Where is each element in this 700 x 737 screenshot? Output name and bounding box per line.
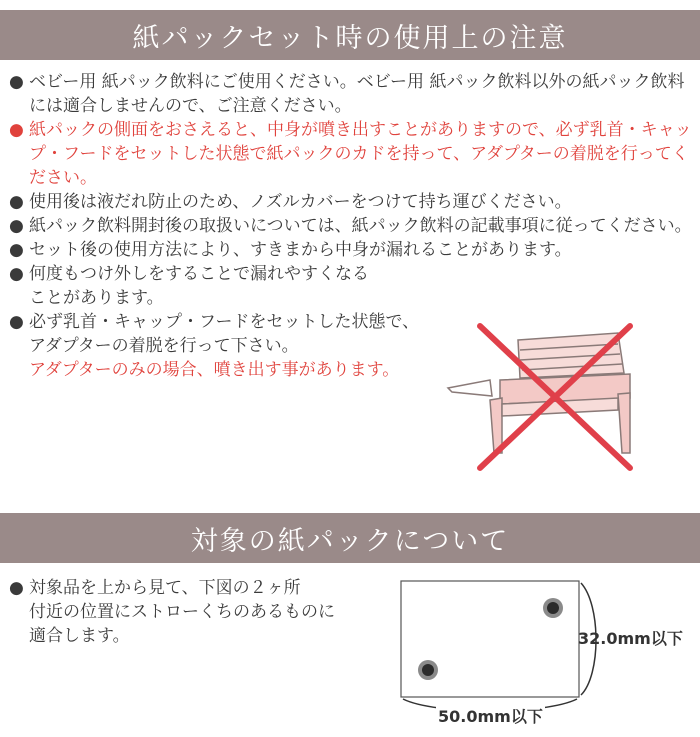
- bullet-icon: ●: [9, 312, 24, 332]
- note-text: 紙パック飲料開封後の取扱いについては、紙パック飲料の記載事項に従ってください。: [29, 216, 692, 236]
- target-description: [9, 576, 389, 648]
- note-text: 付近の位置にストローくちのあるものに: [29, 602, 335, 622]
- list-item: [9, 262, 695, 286]
- note-text: 必ず乳首・キャップ・フードをセットした状態で、: [29, 312, 420, 332]
- straw-hole-icon: [543, 598, 563, 618]
- straw-hole-icon: [418, 660, 438, 680]
- bullet-icon: ●: [9, 120, 24, 140]
- note-text: アダプターの着脱を行って下さい。: [29, 336, 299, 356]
- adapter-prohibited-illustration: [440, 318, 640, 478]
- bullet-icon: ●: [9, 264, 24, 284]
- note-text: ベビー用 紙パック飲料にご使用ください。ベビー用 紙パック飲料以外の紙パック飲料には適合しませんので、ご注意ください。: [29, 72, 685, 116]
- note-text: 何度もつけ外しをすることで漏れやすくなる: [29, 264, 369, 284]
- bullet-icon: ●: [9, 578, 24, 598]
- note-text: 使用後は液だれ防止のため、ノズルカバーをつけて持ち運びください。: [29, 192, 572, 212]
- bullet-icon: ●: [9, 216, 24, 236]
- list-item: [9, 576, 389, 600]
- note-text: 適合します。: [29, 626, 130, 646]
- section-title: 対象の紙パックについて: [190, 525, 510, 557]
- list-item: [9, 190, 695, 214]
- list-item: [9, 238, 695, 262]
- section-banner-target: [0, 513, 700, 563]
- note-text: セット後の使用方法により、すきまから中身が漏れることがあります。: [29, 240, 572, 260]
- height-dimension-label: 32.0mm以下: [578, 629, 683, 648]
- bullet-icon: ●: [9, 192, 24, 212]
- warning-text: アダプターのみの場合、噴き出す事があります。: [29, 360, 400, 380]
- width-dimension-label: 50.0mm以下: [436, 704, 545, 727]
- list-item: [9, 214, 695, 238]
- section-banner-caution: [0, 10, 700, 60]
- bullet-icon: ●: [9, 240, 24, 260]
- section-title: 紙パックセット時の使用上の注意: [132, 22, 568, 54]
- note-text: 対象品を上から見て、下図の２ヶ所: [29, 578, 301, 598]
- bullet-icon: ●: [9, 72, 24, 92]
- list-item: [9, 70, 695, 118]
- note-text: ことがあります。: [29, 288, 164, 308]
- note-text: 紙パックの側面をおさえると、中身が噴き出すことがありますので、必ず乳首・キャップ・フードをセットした状態で紙パックのカドを持って、アダプターの着脱を行ってください。: [29, 120, 692, 188]
- list-item-warning: [9, 118, 695, 190]
